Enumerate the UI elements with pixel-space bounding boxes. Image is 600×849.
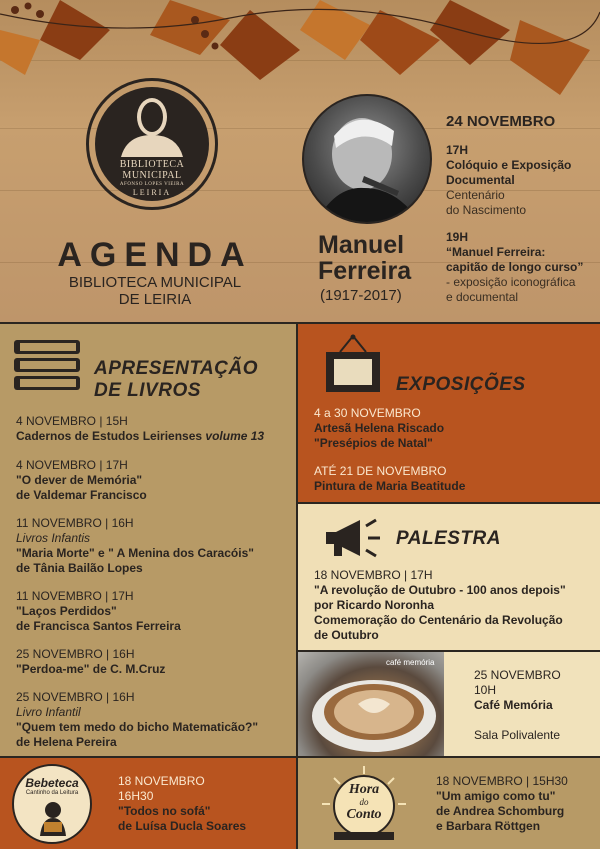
bebeteca-time: 16H30 — [118, 789, 154, 803]
book-item-1-title-italic: volume 13 — [205, 429, 265, 443]
lecture-date: 18 NOVEMBRO | 17H — [314, 568, 433, 582]
lecture-line3: Comemoração do Centenário da Revolução — [314, 613, 563, 627]
storytime-author-line2: e Barbara Röttgen — [436, 819, 541, 833]
baby-reading-icon — [36, 800, 70, 838]
bebeteca-panel — [0, 758, 296, 849]
storytime-title: "Um amigo como tu" — [436, 789, 556, 803]
book-presentations-panel — [0, 324, 296, 756]
book-item-4-author: de Francisca Santos Ferreira — [16, 619, 181, 633]
portrait-silhouette-icon — [117, 95, 187, 157]
book-item-2-author: de Valdemar Francisco — [16, 488, 147, 502]
lecture-panel — [298, 504, 600, 650]
logo-line4: LEIRIA — [132, 188, 172, 197]
coffee-cup-icon — [298, 652, 444, 756]
header-banner — [0, 0, 600, 322]
exhibition-1-line2: "Presépios de Natal" — [314, 436, 433, 450]
bebeteca-author: de Luísa Ducla Soares — [118, 819, 247, 833]
exhibitions-panel — [298, 324, 600, 502]
storytime-author-line1: de Andrea Schomburg — [436, 804, 565, 818]
event1-title-line1: Colóquio e Exposição — [446, 158, 572, 172]
storytime-badge-line3: Conto — [346, 807, 382, 822]
storytime-badge-line2: do — [359, 797, 369, 807]
event2-desc-line2: e documental — [446, 290, 519, 304]
cafe-time: 10H — [474, 683, 497, 697]
exhibition-1-line1: Artesã Helena Riscado — [314, 421, 445, 435]
storytime-badge-line1: Hora — [348, 782, 380, 797]
storytime-date: 18 NOVEMBRO | 15H30 — [436, 774, 568, 788]
logo-line3: AFONSO LOPES VIEIRA — [119, 182, 185, 187]
bebeteca-badge-line1: Bebeteca — [25, 776, 79, 790]
book-item-6-category: Livro Infantil — [16, 705, 81, 719]
logo-line2: MUNICIPAL — [122, 170, 182, 181]
book-item-3-category: Livros Infantis — [16, 531, 91, 545]
book-item-6-date: 25 NOVEMBRO | 16H — [16, 690, 135, 704]
lecture-line1: "A revolução de Outubro - 100 anos depois" — [314, 583, 566, 597]
event1-desc-line1: Centenário — [446, 188, 505, 202]
book-item-3-title: "Maria Morte" e " A Menina dos Caracóis" — [16, 546, 254, 560]
exhibitions-title: EXPOSIÇÕES — [396, 374, 526, 395]
event2-time: 19H — [446, 230, 469, 244]
cafe-memoria-logo: café memória — [386, 658, 435, 667]
book-title-line2: DE LIVROS — [94, 380, 201, 401]
agenda-subtitle-line2: DE LEIRIA — [118, 291, 192, 308]
agenda-title: AGENDA — [57, 236, 253, 274]
picture-frame-icon — [322, 334, 384, 396]
book-item-2-title: "O dever de Memória" — [16, 473, 143, 487]
portrait-photo-icon — [304, 96, 432, 224]
lecture-line2: por Ricardo Noronha — [314, 598, 435, 612]
storytime-badge — [314, 764, 414, 846]
cafe-title: Café Memória — [474, 698, 553, 712]
event1-time: 17H — [446, 143, 469, 157]
exhibition-2-date: ATÉ 21 DE NOVEMBRO — [314, 464, 447, 478]
exhibition-1-date: 4 a 30 NOVEMBRO — [314, 406, 421, 420]
book-presentations-title — [94, 358, 258, 402]
agenda-subtitle — [40, 274, 270, 308]
bebeteca-badge-line2: Cantinho da Leitura — [25, 790, 79, 796]
manuel-ferreira-portrait — [302, 94, 432, 224]
autumn-leaves-decoration — [0, 0, 600, 100]
event2-title-line2: capitão de longo curso” — [446, 260, 584, 274]
event1-desc-line2: do Nascimento — [446, 203, 527, 217]
book-title-line1: APRESENTAÇÃO — [94, 358, 258, 379]
featured-name — [318, 232, 440, 284]
featured-event2 — [446, 230, 596, 305]
bebeteca-date: 18 NOVEMBRO — [118, 774, 205, 788]
book-item-5-title: "Perdoa-me" de C. M.Cruz — [16, 662, 166, 676]
storytime-panel — [298, 758, 600, 849]
book-item-1-title — [16, 429, 264, 444]
lecture-title: PALESTRA — [396, 528, 501, 549]
featured-date: 24 NOVEMBRO — [446, 113, 556, 130]
book-item-6-title: "Quem tem medo do bicho Matematicão?" — [16, 720, 259, 734]
book-item-1-title-text: Cadernos de Estudos Leirienses — [16, 429, 206, 443]
featured-name-line2: Ferreira — [318, 257, 412, 285]
book-item-4-title: "Laços Perdidos" — [16, 604, 117, 618]
event1-title-line2: Documental — [446, 173, 515, 187]
event2-desc-line1: - exposição iconográfica — [446, 275, 576, 289]
cafe-place: Sala Polivalente — [474, 728, 561, 742]
bebeteca-title: "Todos no sofá" — [118, 804, 211, 818]
cafe-date: 25 NOVEMBRO — [474, 668, 561, 682]
cafe-memoria-panel — [298, 652, 600, 756]
megaphone-icon — [320, 516, 386, 560]
exhibition-2-line1: Pintura de Maria Beatitude — [314, 479, 466, 493]
book-item-1-date: 4 NOVEMBRO | 15H — [16, 414, 128, 428]
bebeteca-badge — [12, 764, 92, 844]
book-item-4-date: 11 NOVEMBRO | 17H — [16, 589, 134, 603]
agenda-subtitle-line1: BIBLIOTECA MUNICIPAL — [68, 274, 242, 291]
book-item-3-date: 11 NOVEMBRO | 16H — [16, 516, 134, 530]
books-stack-icon — [12, 338, 84, 398]
coffee-cup-photo — [298, 652, 444, 756]
book-item-6-author: de Helena Pereira — [16, 735, 117, 749]
lecture-line4: de Outubro — [314, 628, 379, 642]
book-item-3-author: de Tânia Bailão Lopes — [16, 561, 143, 575]
library-logo — [86, 78, 218, 210]
book-item-5-date: 25 NOVEMBRO | 16H — [16, 647, 135, 661]
logo-line1: BIBLIOTECA — [119, 159, 185, 170]
featured-name-line1: Manuel — [318, 231, 405, 259]
featured-event1 — [446, 143, 596, 218]
featured-years: (1917-2017) — [320, 287, 402, 304]
book-item-2-date: 4 NOVEMBRO | 17H — [16, 458, 128, 472]
event2-title-line1: “Manuel Ferreira: — [446, 245, 546, 259]
